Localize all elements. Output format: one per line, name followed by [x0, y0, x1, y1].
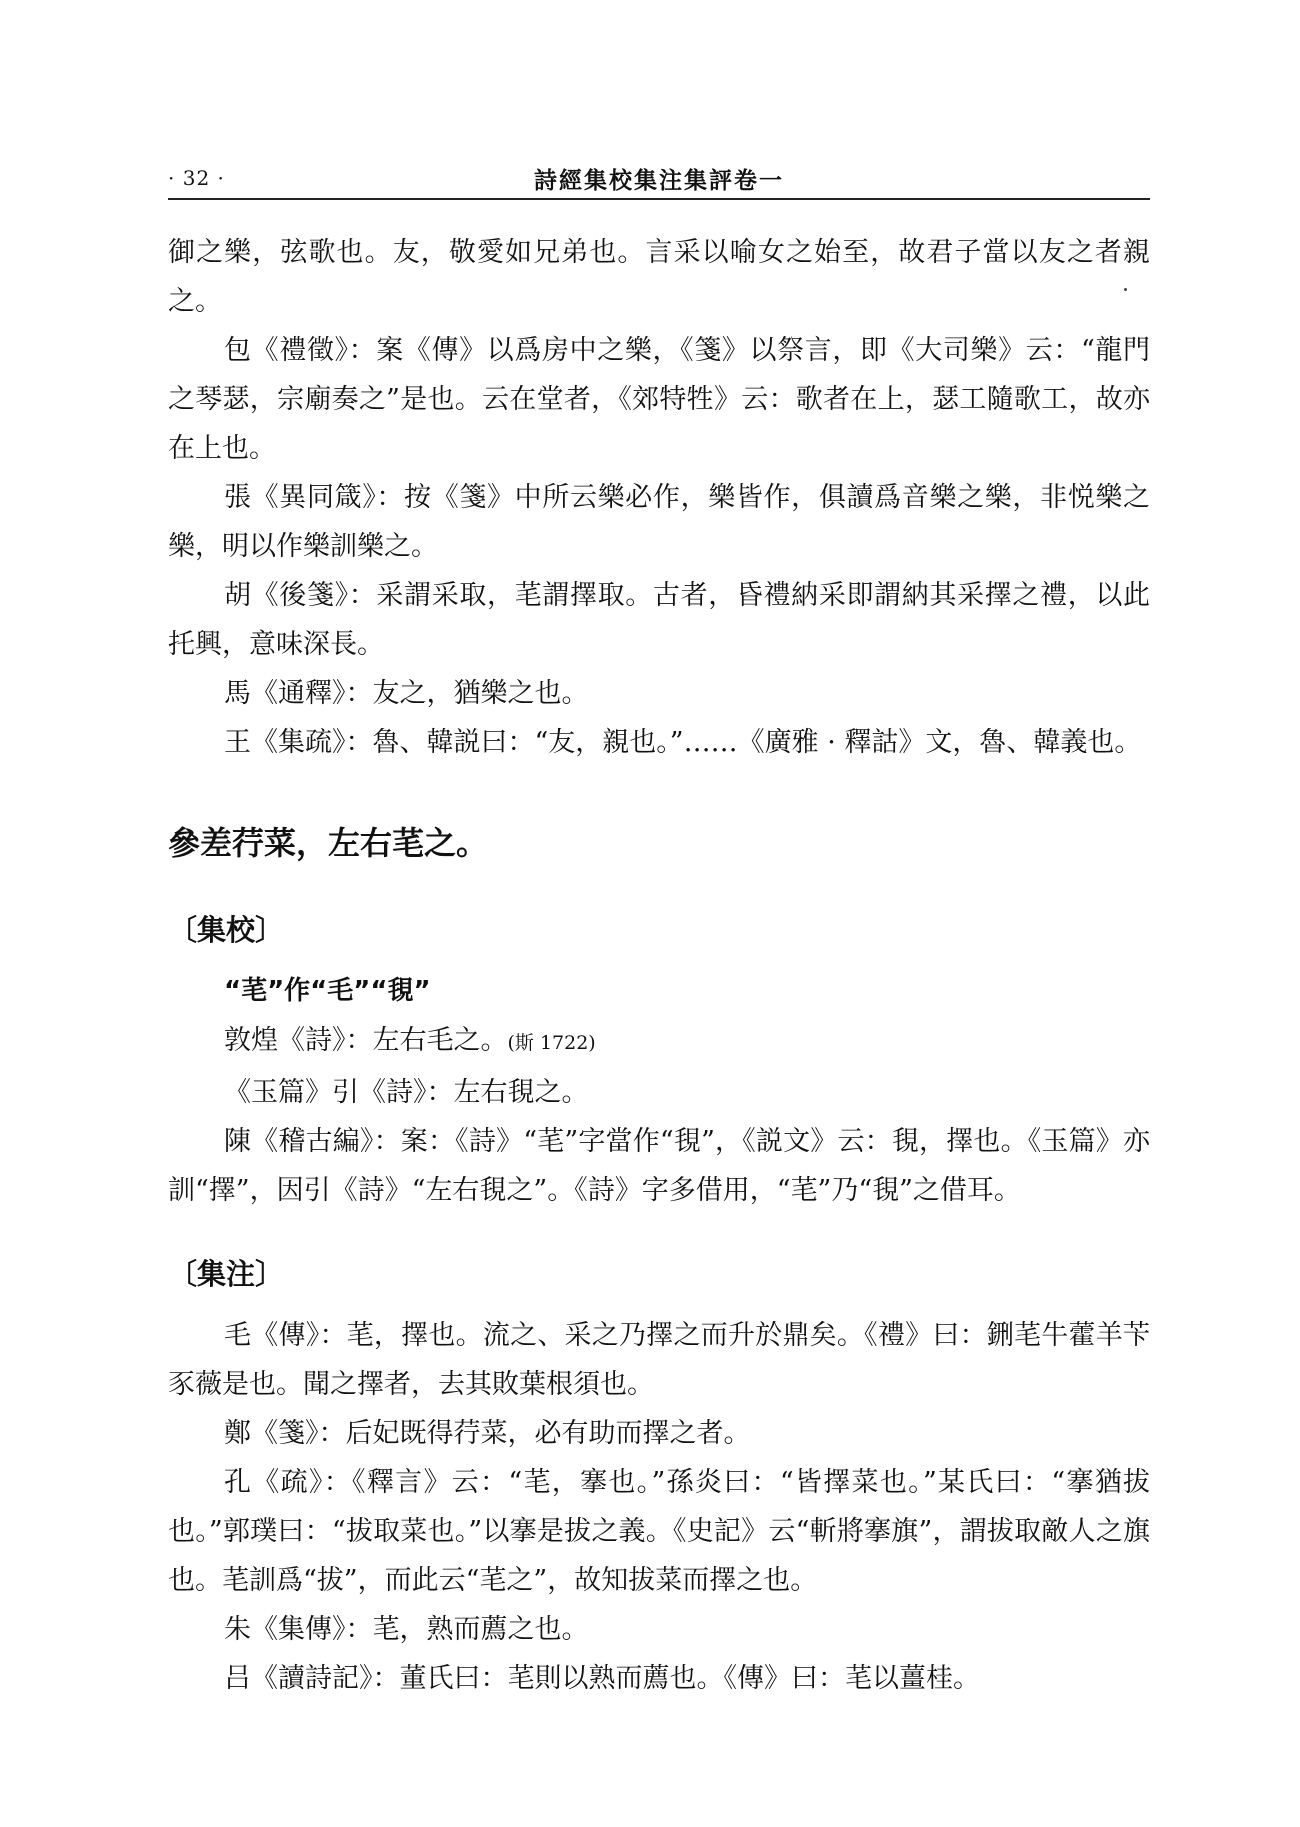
paragraph-bao-lizheng: 包《禮徵》：案《傳》以爲房中之樂，《箋》以祭言，即《大司樂》云：“龍門之琴瑟，宗廟奏之”是也。云在堂者，《郊特牲》云：歌者在上，瑟工隨歌工，故亦在上也。: [168, 335, 1150, 464]
paragraph-kong-shu: 孔《疏》：《釋言》云：“芼，搴也。”孫炎曰：“皆擇菜也。”某氏曰：“搴猶拔也。”郭璞曰：“拔取菜也。”以搴是拔之義。《史記》云“斬將搴旗”，謂拔取敵人之旗也。芼訓爲“拔”，而此云“芼之”，故知拔菜而擇之也。: [168, 1467, 1150, 1596]
dunhuang-note: (斯 1722): [507, 1032, 596, 1054]
header-rule: [168, 198, 1150, 200]
section-heading-jizhu: 〔集注〕: [168, 1257, 285, 1291]
paragraph-zhang-yitongzhen: 張《異同箴》：按《箋》中所云樂必作，樂皆作，俱讀爲音樂之樂，非悦樂之樂，明以作樂訓樂之。: [168, 482, 1150, 562]
running-title: 詩經集校集注集評卷一: [534, 167, 784, 194]
paragraph-wang-jishu: 王《集疏》：魯、韓説曰：“友，親也。”……《廣雅 · 釋詁》文，魯、韓義也。: [224, 727, 1142, 758]
paragraph-yupian: 《玉篇》引《詩》：左右覒之。: [224, 1077, 589, 1108]
paragraph-lv-dushiji: 吕《讀詩記》：董氏曰：芼則以熟而薦也。《傳》曰：芼以薑桂。: [224, 1663, 980, 1694]
page-header: [168, 162, 1150, 198]
paragraph-zhu-jizhuan: 朱《集傳》：芼，熟而薦之也。: [224, 1614, 589, 1645]
page-body: [168, 228, 1150, 1703]
subheading-variant: “芼”作“毛”“覒”: [224, 976, 431, 1006]
paragraph-mao-zhuan: 毛《傳》：芼，擇也。流之、采之乃擇之而升於鼎矣。《禮》曰：鉶芼牛藿羊苄豕薇是也。聞之擇者，去其敗葉根須也。: [168, 1320, 1150, 1400]
paragraph-continuation: 御之樂，弦歌也。友，敬愛如兄弟也。言采以喻女之始至，故君子當以友之者親之。: [168, 237, 1150, 317]
dunhuang-text: 敦煌《詩》：左右毛之。: [224, 1025, 508, 1056]
paragraph-ma-tongshi: 馬《通釋》：友之，猶樂之也。: [224, 678, 589, 709]
section-heading-jiaoxiao: 〔集校〕: [168, 913, 285, 947]
verse-line: 參差荇菜，左右芼之。: [168, 824, 489, 862]
paragraph-chen-jiguibian: 陳《稽古編》：案：《詩》“芼”字當作“覒”，《説文》云：覒，擇也。《玉篇》亦訓“擇”，因引《詩》“左右覒之”。《詩》字多借用，“芼”乃“覒”之借耳。: [168, 1126, 1150, 1206]
paragraph-hu-houjian: 胡《後箋》：采謂采取，芼謂擇取。古者，昏禮納采即謂納其采擇之禮，以此托興，意味深長。: [168, 580, 1150, 660]
page-number: · 32 ·: [168, 166, 225, 190]
paragraph-dunhuang: [168, 1016, 1150, 1068]
paragraph-zheng-jian: 鄭《箋》：后妃既得荇菜，必有助而擇之者。: [224, 1418, 751, 1449]
